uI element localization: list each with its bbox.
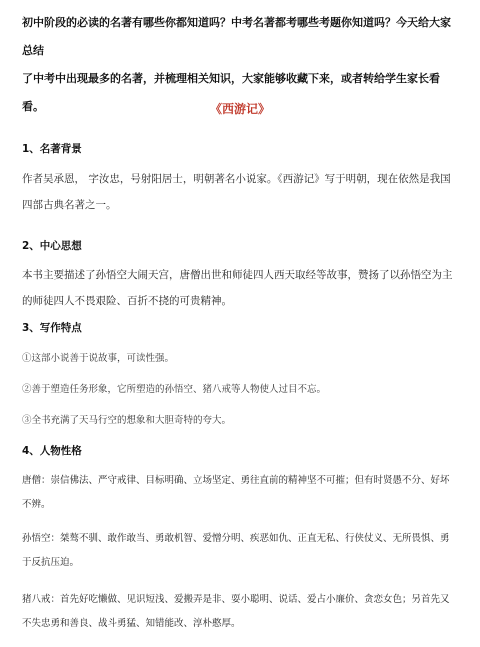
character-sun-line-1: 孙悟空：桀骜不驯、敢作敢当、勇敢机智、爱憎分明、疾恶如仇、正直无私、行侠仗义、无所畏惧、勇 xyxy=(22,533,450,544)
background-line-2: 四部古典名著之一。 xyxy=(22,199,117,211)
section-heading-theme: 2、中心思想 xyxy=(22,240,82,252)
writing-item-1: ①这部小说善于说故事，可读性强。 xyxy=(22,353,175,364)
intro-line-1: 初中阶段的必读的名著有哪些你都知道吗？中考名著都考哪些考题你知道吗？今天给大家总结 xyxy=(22,16,451,57)
character-zhu-paragraph xyxy=(22,588,458,636)
background-paragraph xyxy=(22,166,458,218)
background-line-1: 作者吴承恩， 字汝忠，号射阳居士，明朝著名小说家。《西游记》写于明朝，现在依然是我国 xyxy=(22,173,451,185)
character-tang-line-2: 不辨。 xyxy=(22,499,51,510)
intro-line-2: 了中考中出现最多的名著，并梳理相关知识，大家能够收藏下来，或者转给学生家长看看。 xyxy=(22,72,440,113)
section-heading-background: 1、名著背景 xyxy=(22,143,82,155)
writing-item-2: ②善于塑造任务形象，它所塑造的孙悟空、猪八戒等人物使人过目不忘。 xyxy=(22,384,327,395)
theme-line-1: 本书主要描述了孙悟空大闹天宫，唐僧出世和师徒四人西天取经等故事，赞扬了以孙悟空为主 xyxy=(22,269,453,281)
character-zhu-line-2: 不失忠勇和善良、战斗勇猛、知错能改、淳朴憨厚。 xyxy=(22,618,241,629)
theme-line-2: 的师徒四人不畏艰险、百折不挠的可贵精神。 xyxy=(22,295,232,307)
writing-item-3: ③全书充满了天马行空的想象和大胆奇特的夸大。 xyxy=(22,415,232,426)
character-sun-paragraph xyxy=(22,527,458,575)
character-sun-line-2: 于反抗压迫。 xyxy=(22,557,80,568)
theme-paragraph xyxy=(22,262,458,314)
character-tang-line-1: 唐僧：崇信佛法、严守戒律、目标明确、立场坚定、勇往直前的精神坚不可摧；但有时贤愚不分、好坏 xyxy=(22,475,450,486)
character-zhu-line-1: 猪八戒：首先好吃懒做、见识短浅、爱搬弄是非、耍小聪明、说话、爱占小廉价、贪恋女色；另首先又 xyxy=(22,594,450,605)
character-tang-paragraph xyxy=(22,469,458,517)
section-heading-characters: 4、人物性格 xyxy=(22,445,82,457)
section-heading-writing: 3、写作特点 xyxy=(22,322,82,334)
book-title: 《西游记》 xyxy=(209,102,270,116)
